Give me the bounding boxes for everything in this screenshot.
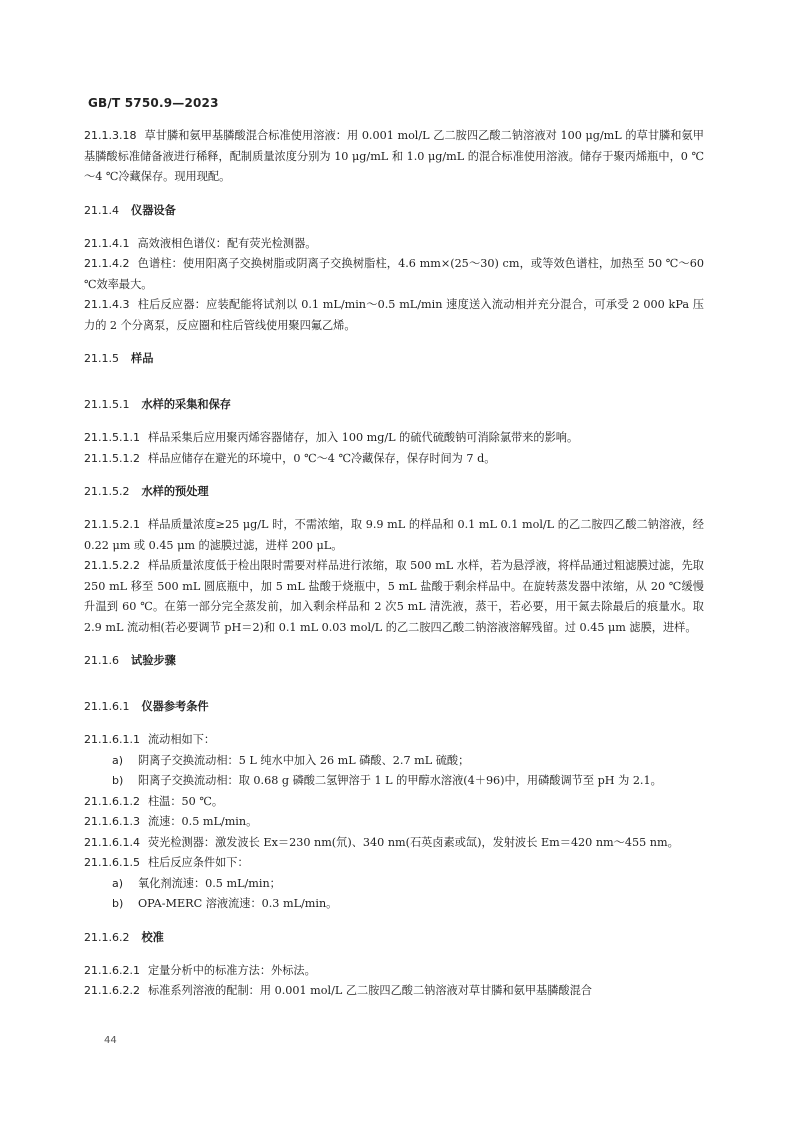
section-title: 仪器设备: [131, 203, 176, 217]
section-heading: [84, 651, 704, 671]
clause-number: 21.1.6.1.2: [84, 794, 140, 808]
section-number: 21.1.6.1: [84, 700, 130, 713]
section-heading: [84, 395, 704, 415]
document-body: [84, 126, 704, 1002]
clause-paragraph: [84, 812, 704, 833]
clause-number: 21.1.4.3: [84, 298, 130, 311]
clause-paragraph: [84, 515, 704, 556]
spacer: [84, 382, 704, 395]
standard-code-header: GB/T 5750.9—2023: [88, 96, 219, 110]
section-title: 试验步骤: [131, 654, 176, 667]
clause-number: 21.1.6.2.1: [84, 963, 140, 977]
clause-paragraph: [84, 730, 704, 751]
clause-paragraph: [84, 981, 704, 1002]
list-item-label: a): [112, 753, 124, 767]
clause-text: 流动相如下：: [147, 733, 216, 746]
clause-paragraph: [84, 254, 704, 295]
clause-number: 21.1.5.1.1: [84, 431, 140, 444]
spacer: [84, 188, 704, 201]
list-item-text: 氧化剂流速：0.5 mL/min；: [138, 876, 281, 890]
section-title: 仪器参考条件: [141, 700, 209, 713]
spacer: [84, 684, 704, 697]
clause-text: 高效液相色谱仪：配有荧光检测器。: [137, 236, 317, 250]
clause-number: 21.1.6.1.3: [84, 815, 140, 828]
clause-text: 样品采集后应用聚丙烯容器储存，加入 100 mg/L 的硫代硫酸钠可消除氯带来的影响。: [147, 431, 579, 444]
clause-text: 样品质量浓度≥25 μg/L 时，不需浓缩，取 9.9 mL 的样品和 0.1 mL 0.1 mol/L 的乙二胺四乙酸二钠溶液，经 0.22 μm 或 0.45 μm 的滤膜过滤，进样 200 μL。: [84, 518, 704, 552]
clause-text: 色谱柱：使用阳离子交换树脂或阴离子交换树脂柱，4.6 mm×(25～30) cm，或等效色谱柱，加热至 50 ℃～60 ℃效率最大。: [84, 257, 704, 291]
clause-text: 样品质量浓度低于检出限时需要对样品进行浓缩，取 500 mL 水样，若为悬浮液，将样品通过粗滤膜过滤，先取 250 mL 移至 500 mL 圆底瓶中，加 5 mL 盐酸于烧瓶中，5 mL 盐酸于剩余样品中。在旋转蒸发器中浓缩，从 20 ℃缓慢升温到 60 ℃。在第一部分完全蒸发前，加入剩余样品和 2 次5 mL 清洗液，蒸干，若必要，用干氮去除最后的痕量水。取 2.9 mL 流动相(若必要调节 pH＝2)和 0.1 mL 0.03 mol/L 的乙二胺四乙酸二钠溶液溶解残留。过 0.45 μm 滤膜，进样。: [84, 559, 704, 634]
section-heading: [84, 349, 704, 369]
clause-number: 21.1.5.2.2: [84, 559, 140, 572]
list-item-label: b): [112, 774, 124, 787]
section-title: 水样的预处理: [141, 485, 209, 498]
clause-number: 21.1.6.1.5: [84, 856, 140, 869]
clause-paragraph: [84, 428, 704, 449]
section-number: 21.1.5.1: [84, 398, 130, 411]
clause-paragraph: [84, 295, 704, 336]
clause-paragraph: [84, 234, 704, 255]
section-title: 水样的采集和保存: [141, 398, 231, 411]
section-number: 21.1.5.2: [84, 485, 130, 498]
spacer: [84, 502, 704, 515]
clause-paragraph: [84, 961, 704, 982]
clause-text: 柱温：50 ℃。: [147, 794, 224, 808]
section-number: 21.1.6: [84, 654, 119, 667]
list-item-text: 阳离子交换流动相：取 0.68 g 磷酸二氢钾溶于 1 L 的甲醇水溶液(4＋96)中，用磷酸调节至 pH 为 2.1。: [138, 774, 662, 787]
page-number: 44: [104, 1035, 117, 1046]
clause-text: 荧光检测器：激发波长 Ex＝230 nm(氘)、340 nm(石英卤素或氙)，发射波长 Em＝420 nm～455 nm。: [147, 835, 679, 849]
spacer: [84, 717, 704, 730]
clause-number: 21.1.4.1: [84, 236, 130, 250]
spacer: [84, 638, 704, 651]
list-item-label: a): [112, 876, 124, 890]
spacer: [84, 415, 704, 428]
section-heading: [84, 482, 704, 502]
section-title: 样品: [131, 352, 154, 365]
spacer: [84, 369, 704, 382]
section-title: 校准: [141, 930, 164, 944]
spacer: [84, 469, 704, 482]
section-heading: [84, 697, 704, 717]
clause-text: 草甘膦和氨甲基膦酸混合标准使用溶液：用 0.001 mol/L 乙二胺四乙酸二钠溶液对 100 μg/mL 的草甘膦和氨甲基膦酸标准储备液进行稀释，配制质量浓度分别为 10 μg/mL 和 1.0 μg/mL 的混合标准使用溶液。储存于聚丙烯瓶中，0 ℃～4 ℃冷藏保存。现用现配。: [84, 129, 704, 183]
clause-paragraph: [84, 126, 704, 188]
clause-number: 21.1.4.2: [84, 257, 130, 270]
section-heading: [84, 201, 704, 221]
spacer: [84, 671, 704, 684]
list-item-text: OPA-MERC 溶液流速：0.3 mL/min。: [138, 897, 338, 910]
clause-number: 21.1.6.2.2: [84, 984, 140, 997]
spacer: [84, 915, 704, 928]
clause-paragraph: [84, 556, 704, 638]
clause-number: 21.1.5.1.2: [84, 451, 140, 465]
clause-text: 标准系列溶液的配制：用 0.001 mol/L 乙二胺四乙酸二钠溶液对草甘膦和氨甲基膦酸混合: [147, 984, 592, 997]
clause-paragraph: [84, 449, 704, 470]
clause-number: 21.1.6.1.4: [84, 835, 140, 849]
section-number: 21.1.4: [84, 203, 119, 217]
clause-text: 流速：0.5 mL/min。: [147, 815, 258, 828]
list-item: [84, 894, 704, 915]
section-heading: [84, 928, 704, 948]
list-item: [84, 751, 704, 772]
spacer: [84, 221, 704, 234]
clause-number: 21.1.5.2.1: [84, 518, 140, 531]
clause-number: 21.1.6.1.1: [84, 733, 140, 746]
clause-text: 样品应储存在避光的环境中，0 ℃～4 ℃冷藏保存，保存时间为 7 d。: [147, 451, 496, 465]
clause-number: 21.1.3.18: [84, 129, 137, 142]
list-item: [84, 874, 704, 895]
clause-text: 柱后反应器：应装配能将试剂以 0.1 mL/min～0.5 mL/min 速度送入流动相并充分混合，可承受 2 000 kPa 压力的 2 个分离泵，反应圈和柱后管线使用聚四氟乙烯。: [84, 298, 704, 332]
clause-text: 定量分析中的标准方法：外标法。: [147, 963, 316, 977]
clause-paragraph: [84, 792, 704, 813]
section-number: 21.1.6.2: [84, 930, 130, 944]
clause-paragraph: [84, 833, 704, 854]
list-item: [84, 771, 704, 792]
list-item-text: 阴离子交换流动相：5 L 纯水中加入 26 mL 磷酸、2.7 mL 硫酸；: [138, 753, 470, 767]
list-item-label: b): [112, 897, 124, 910]
spacer: [84, 948, 704, 961]
section-number: 21.1.5: [84, 352, 119, 365]
spacer: [84, 336, 704, 349]
clause-paragraph: [84, 853, 704, 874]
clause-text: 柱后反应条件如下：: [147, 856, 249, 869]
